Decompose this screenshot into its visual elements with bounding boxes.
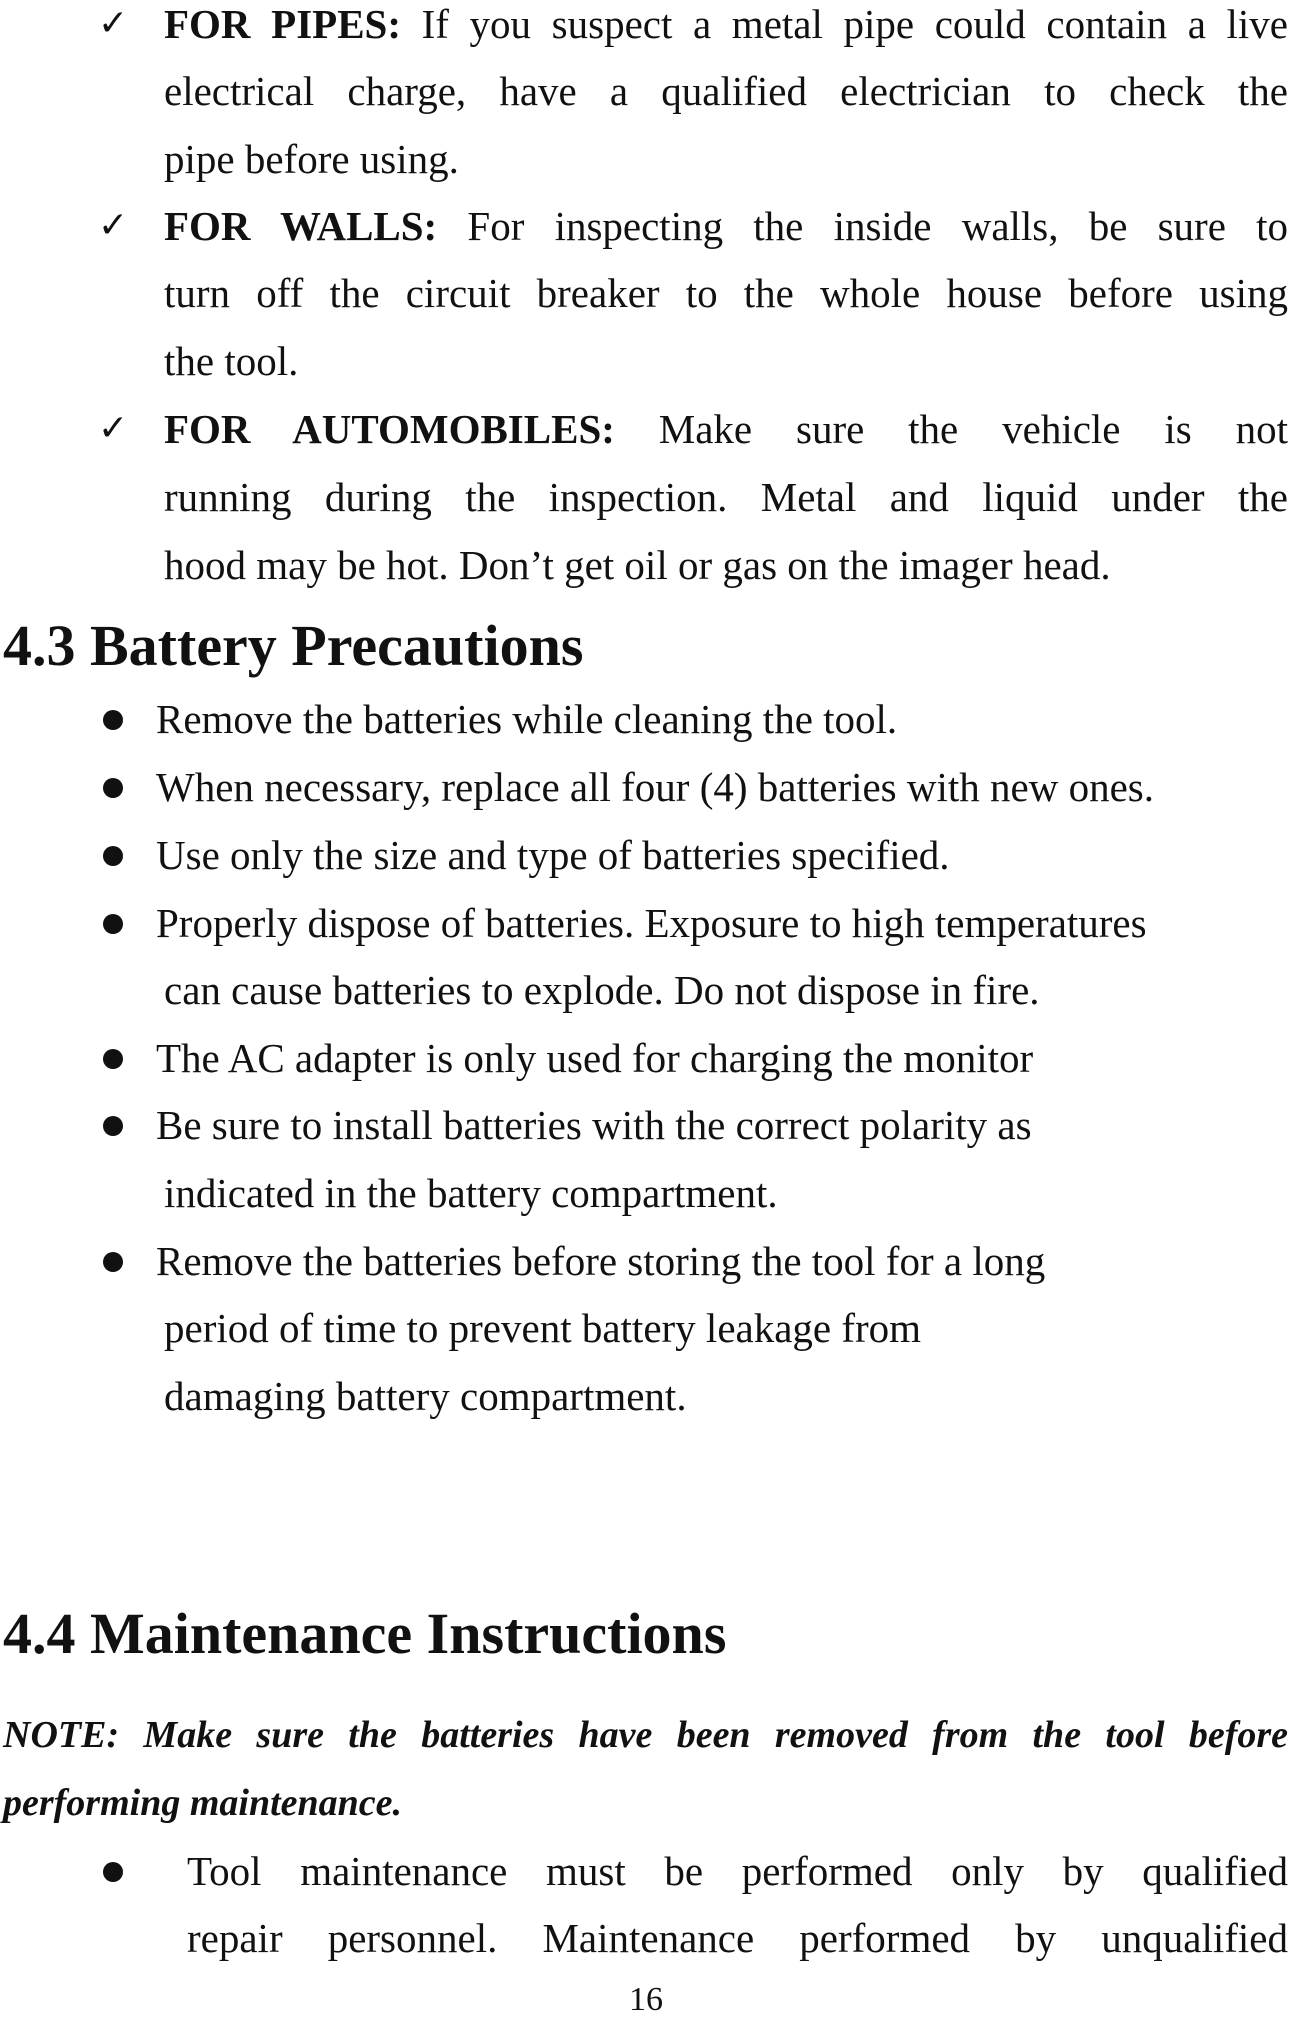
checklist-line: the tool.: [164, 338, 299, 384]
checklist-line: hood may be hot. Don’t get oil or gas on the imager head.: [164, 542, 1111, 588]
list-item-continuation: repair personnel. Maintenance performed by unqualified: [187, 1915, 1288, 1961]
list-item: When necessary, replace all four (4) batteries with new ones.: [156, 764, 1154, 810]
checklist-label: FOR PIPES:: [164, 1, 402, 47]
bullet-icon: [103, 710, 123, 730]
bullet-icon: [103, 778, 123, 798]
note-line: NOTE: Make sure the batteries have been removed from the tool before: [3, 1714, 1288, 1756]
page-number: 16: [629, 1981, 663, 2018]
list-item: Be sure to install batteries with the correct polarity as: [156, 1102, 1032, 1148]
bullet-icon: [103, 846, 123, 866]
checklist-line: electrical charge, have a qualified electrician to check the: [164, 68, 1288, 114]
section-title: Maintenance Instructions: [90, 1601, 727, 1666]
list-item-continuation: damaging battery compartment.: [164, 1373, 687, 1419]
list-item: Tool maintenance must be performed only by qualified: [187, 1848, 1288, 1894]
checklist-line: FOR WALLS: For inspecting the inside walls, be sure to: [164, 203, 1288, 249]
list-item: The AC adapter is only used for charging the monitor: [156, 1035, 1034, 1081]
checklist-line: pipe before using.: [164, 136, 459, 182]
list-item: Remove the batteries before storing the tool for a long: [156, 1238, 1046, 1284]
section-number: 4.4: [3, 1601, 76, 1666]
checklist-line: FOR PIPES: If you suspect a metal pipe could contain a live: [164, 1, 1288, 47]
list-item: Use only the size and type of batteries specified.: [156, 832, 950, 878]
bullet-icon: [103, 914, 123, 934]
bullet-icon: [103, 1252, 123, 1272]
section-number: 4.3: [3, 613, 76, 678]
checklist-label: FOR AUTOMOBILES:: [164, 406, 615, 452]
list-item: Remove the batteries while cleaning the tool.: [156, 696, 898, 742]
checkmark-icon: ✓: [98, 3, 129, 44]
list-item-continuation: indicated in the battery compartment.: [164, 1170, 778, 1216]
checkmark-icon: ✓: [98, 205, 129, 246]
bullet-icon: [103, 1116, 123, 1136]
bullet-icon: [103, 1862, 123, 1882]
section-heading-maintenance: [3, 1601, 727, 1666]
section-title: Battery Precautions: [90, 613, 584, 678]
checklist-line: turn off the circuit breaker to the whole house before using: [164, 270, 1288, 316]
list-item-continuation: can cause batteries to explode. Do not dispose in fire.: [164, 967, 1040, 1013]
list-item: Properly dispose of batteries. Exposure to high temperatures: [156, 900, 1147, 946]
checkmark-icon: ✓: [98, 408, 129, 449]
checklist-line: running during the inspection. Metal and liquid under the: [164, 474, 1288, 520]
section-heading-battery: [3, 613, 584, 678]
note-line: performing maintenance.: [3, 1782, 403, 1824]
list-item-continuation: period of time to prevent battery leakage from: [164, 1305, 922, 1351]
checklist-line: FOR AUTOMOBILES: Make sure the vehicle is not: [164, 406, 1288, 452]
bullet-icon: [103, 1049, 123, 1069]
checklist-label: FOR WALLS:: [164, 203, 438, 249]
